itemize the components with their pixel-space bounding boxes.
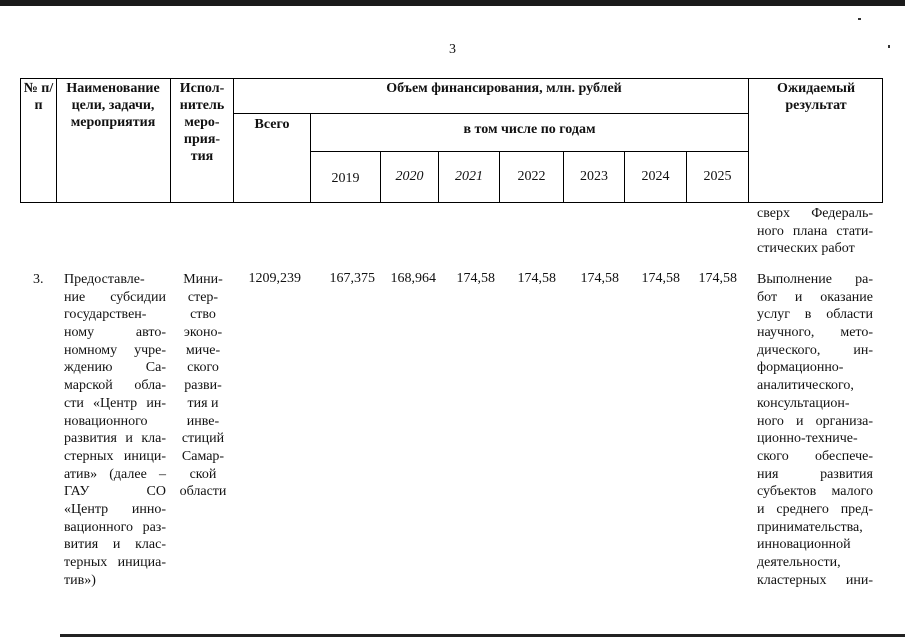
header-year-2021: 2021: [455, 169, 483, 184]
row-value-2023: 174,58: [580, 271, 619, 286]
header-col-funding: Объем финансирования, млн. рублей: [386, 81, 622, 96]
row-value-2020: 168,964: [390, 271, 436, 286]
header-col-number: № п/п: [23, 81, 54, 113]
row-executor: Мини- стер- ство эконо- миче- ского разви- тия и инве- стиций Самар- ской области: [179, 272, 227, 500]
header-year-2025: 2025: [703, 169, 732, 184]
header-col-name: Наименование цели, задачи, мероприятия: [66, 81, 160, 130]
header-year-2019: 2019: [331, 171, 360, 186]
row-value-2025: 174,58: [698, 271, 737, 286]
header-year-2024: 2024: [641, 169, 670, 184]
header-col-by-years: в том числе по годам: [463, 122, 596, 137]
row-value-2021: 174,58: [456, 271, 495, 286]
scan-edge-top: [0, 0, 905, 6]
row-result: Выполнение ра- бот и оказание услуг в области научного, мето- дического, ин- формационно- аналитического, консультацион- ного и организа- ционно-техниче- ского обеспече- ния развития субъектов малого и среднего пред- принимательства, инновационной деятельности, кластерных ини-: [757, 272, 873, 588]
scan-speck: [858, 18, 861, 20]
header-col-result: Ожидаемый результат: [776, 81, 856, 113]
header-col-executor: Испол-нитель меро-прия-тия: [179, 81, 225, 164]
header-year-2022: 2022: [517, 169, 546, 184]
header-year-2020: 2020: [395, 169, 424, 184]
header-year-2023: 2023: [580, 169, 608, 184]
row-value-2022: 174,58: [517, 271, 556, 286]
header-col-total: Всего: [254, 117, 290, 132]
page-number: 3: [449, 42, 456, 57]
row-total: 1209,239: [248, 271, 301, 286]
row-value-2019: 167,375: [329, 271, 375, 286]
scan-edge-bottom: [60, 634, 905, 637]
continuation-result: сверх Федераль- ного плана стати- стических работ: [757, 206, 873, 257]
row-name: Предоставле- ние субсидии государствен- ному авто- номному учре- ждению Са- марской обла- сти «Центр ин- новационного развития и кла- стерных иници- атив» (далее – ГАУ СО «Центр инно- вационного раз- вития и клас- терных инициа- тив»): [64, 272, 166, 588]
row-value-2024: 174,58: [641, 271, 680, 286]
row-number: 3.: [33, 272, 44, 287]
